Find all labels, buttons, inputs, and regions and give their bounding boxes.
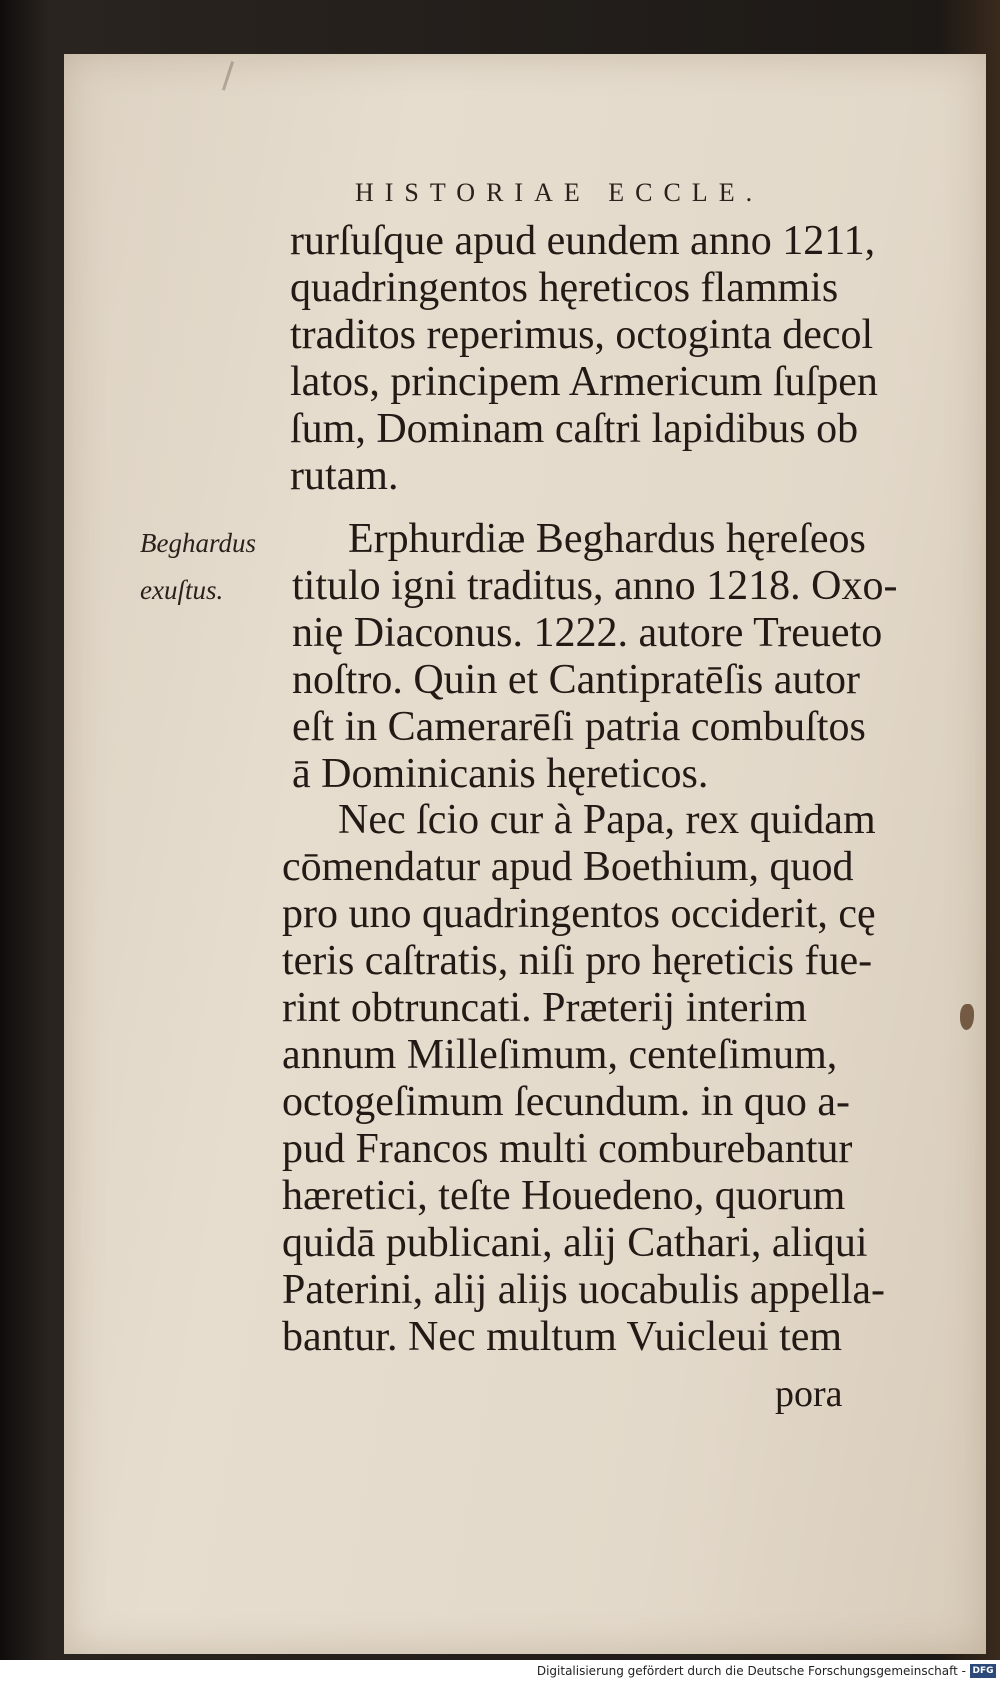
text-line: rint obtruncati. Præterij interim [282,985,807,1031]
footer-credit: Digitalisierung gefördert durch die Deutsche Forschungsgemeinschaft - [536,1664,966,1678]
text-line: quadringentos hęreticos flammis [290,265,839,311]
text-line: pud Francos multi comburebantur [282,1126,853,1172]
text-block-3 [282,797,962,1361]
text-line: titulo igni traditus, anno 1218. Oxo- [292,563,898,609]
text-line: annum Milleſimum, centeſimum, [282,1032,838,1078]
text-line: Erphurdiæ Beghardus hęreſeos [348,516,866,562]
catchword: pora [775,1373,843,1415]
text-line: Paterini, alij alijs uocabulis appella- [282,1267,885,1313]
margin-note [140,520,290,614]
text-line: ā Dominicanis hęreticos. [292,751,709,797]
text-line: octogeſimum ſecundum. in quo a- [282,1079,851,1125]
dfg-logo: DFG [970,1664,996,1678]
text-line: Nec ſcio cur à Papa, rex quidam [338,797,876,843]
text-line: traditos reperimus, octoginta decol [290,312,874,358]
text-line: hæretici, teſte Houedeno, quorum [282,1173,846,1219]
text-block-2 [292,516,962,798]
text-line: rurſuſque apud eundem anno 1211, [290,218,876,264]
text-line: quidā publicani, alij Cathari, aliqui [282,1220,868,1266]
margin-note-line: exuſtus. [140,575,224,605]
text-line: bantur. Nec multum Vuicleui tem [282,1314,843,1360]
running-head: HISTORIAE ECCLE. [355,178,764,207]
text-line: nię Diaconus. 1222. autore Treueto [292,610,883,656]
text-block-1 [290,218,960,500]
text-line: latos, principem Armericum ſuſpen [290,359,878,405]
text-line: cōmendatur apud Boethium, quod [282,844,854,890]
text-line: ſum, Dominam caſtri lapidibus ob [290,406,859,452]
text-line: teris caſtratis, niſi pro hęreticis fue- [282,938,873,984]
margin-note-line: Beghardus [140,528,256,558]
text-line: pro uno quadringentos occiderit, cę [282,891,876,937]
text-line: rutam. [290,453,399,499]
text-line: noſtro. Quin et Cantipratēſis autor [292,657,861,703]
text-line: eſt in Camerarēſi patria combuſtos [292,704,866,750]
